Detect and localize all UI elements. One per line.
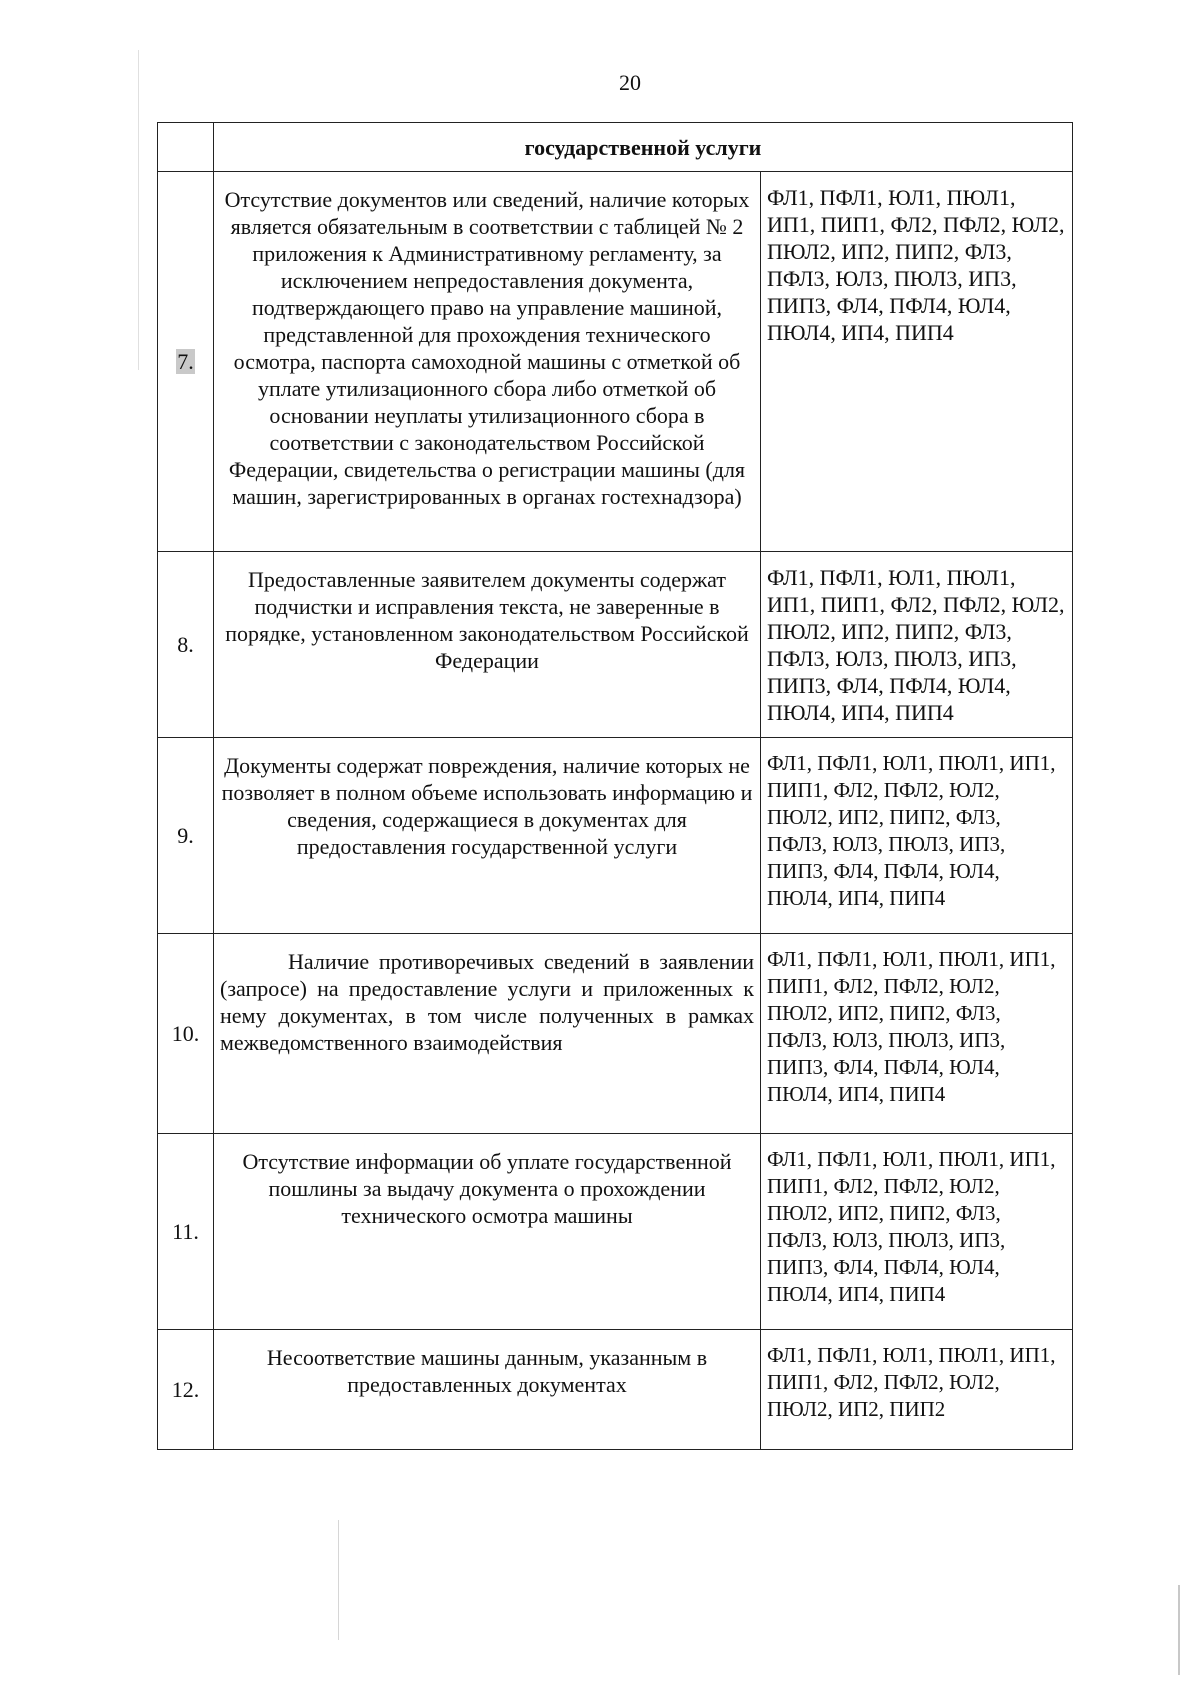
row-number: 12. <box>158 1330 214 1450</box>
row-applicant-codes: ФЛ1, ПФЛ1, ЮЛ1, ПЮЛ1, ИП1, ПИП1, ФЛ2, ПФЛ2, ЮЛ2, ПЮЛ2, ИП2, ПИП2 <box>761 1330 1073 1450</box>
row-number: 11. <box>158 1134 214 1330</box>
scan-artifact-line <box>138 50 139 370</box>
row-number: 8. <box>158 552 214 738</box>
refusal-grounds-table <box>157 122 1073 1450</box>
row-description: Предоставленные заявителем документы содержат подчистки и исправления текста, не заверенные в порядке, установленном законодательством Российской Федерации <box>214 552 761 738</box>
table-row <box>158 738 1073 934</box>
row-applicant-codes: ФЛ1, ПФЛ1, ЮЛ1, ПЮЛ1, ИП1, ПИП1, ФЛ2, ПФЛ2, ЮЛ2, ПЮЛ2, ИП2, ПИП2, ФЛ3, ПФЛ3, ЮЛ3, ПЮЛ3, ИП3, ПИП3, ФЛ4, ПФЛ4, ЮЛ4, ПЮЛ4, ИП4, ПИП4 <box>761 738 1073 934</box>
row-description: Отсутствие информации об уплате государственной пошлины за выдачу документа о прохождении технического осмотра машины <box>214 1134 761 1330</box>
scan-artifact-line <box>1178 1585 1180 1675</box>
row-number: 10. <box>158 934 214 1134</box>
row-description: Документы содержат повреждения, наличие которых не позволяет в полном объеме использовать информацию и сведения, содержащиеся в документах для предоставления государственной услуги <box>214 738 761 934</box>
row-applicant-codes: ФЛ1, ПФЛ1, ЮЛ1, ПЮЛ1, ИП1, ПИП1, ФЛ2, ПФЛ2, ЮЛ2, ПЮЛ2, ИП2, ПИП2, ФЛ3, ПФЛ3, ЮЛ3, ПЮЛ3, ИП3, ПИП3, ФЛ4, ПФЛ4, ЮЛ4, ПЮЛ4, ИП4, ПИП4 <box>761 552 1073 738</box>
row-applicant-codes: ФЛ1, ПФЛ1, ЮЛ1, ПЮЛ1, ИП1, ПИП1, ФЛ2, ПФЛ2, ЮЛ2, ПЮЛ2, ИП2, ПИП2, ФЛ3, ПФЛ3, ЮЛ3, ПЮЛ3, ИП3, ПИП3, ФЛ4, ПФЛ4, ЮЛ4, ПЮЛ4, ИП4, ПИП4 <box>761 934 1073 1134</box>
row-number: 7. <box>158 172 214 552</box>
table-header: государственной услуги <box>214 123 1073 172</box>
table-row <box>158 1134 1073 1330</box>
page-number: 20 <box>619 70 641 95</box>
scan-artifact-line <box>338 1520 339 1640</box>
row-applicant-codes: ФЛ1, ПФЛ1, ЮЛ1, ПЮЛ1, ИП1, ПИП1, ФЛ2, ПФЛ2, ЮЛ2, ПЮЛ2, ИП2, ПИП2, ФЛ3, ПФЛ3, ЮЛ3, ПЮЛ3, ИП3, ПИП3, ФЛ4, ПФЛ4, ЮЛ4, ПЮЛ4, ИП4, ПИП4 <box>761 1134 1073 1330</box>
row-description: Отсутствие документов или сведений, наличие которых является обязательным в соответствии с таблицей № 2 приложения к Административному регламенту, за исключением непредоставления документа, подтверждающего право на управление машиной, представленной для прохождения технического осмотра, паспорта самоходной машины с отметкой об уплате утилизационного сбора либо отметкой об основании неуплаты утилизационного сбора в соответствии с законодательством Российской Федерации, свидетельства о регистрации машины (для машин, зарегистрированных в органах гостехнадзора) <box>214 172 761 552</box>
table-row <box>158 172 1073 552</box>
row-applicant-codes: ФЛ1, ПФЛ1, ЮЛ1, ПЮЛ1, ИП1, ПИП1, ФЛ2, ПФЛ2, ЮЛ2, ПЮЛ2, ИП2, ПИП2, ФЛ3, ПФЛ3, ЮЛ3, ПЮЛ3, ИП3, ПИП3, ФЛ4, ПФЛ4, ЮЛ4, ПЮЛ4, ИП4, ПИП4 <box>761 172 1073 552</box>
row-number: 9. <box>158 738 214 934</box>
row-description: Несоответствие машины данным, указанным в предоставленных документах <box>214 1330 761 1450</box>
table-row <box>158 552 1073 738</box>
row-description: Наличие противоречивых сведений в заявлении (запросе) на предоставление услуги и приложенных к нему документах, в том числе полученных в рамках межведомственного взаимодействия <box>214 934 761 1134</box>
table-row <box>158 1330 1073 1450</box>
table-header-row <box>158 123 1073 172</box>
table-row <box>158 934 1073 1134</box>
